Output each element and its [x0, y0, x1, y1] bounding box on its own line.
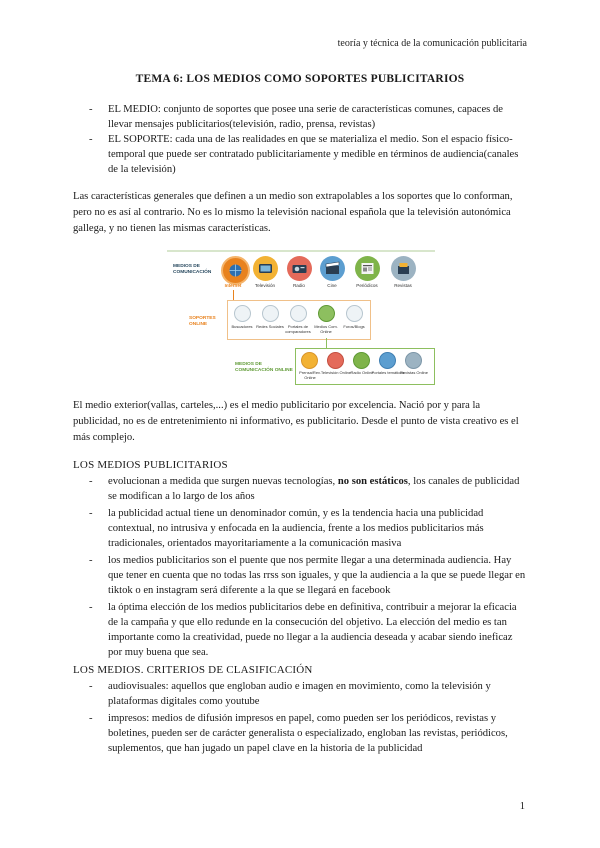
list-item	[73, 553, 528, 598]
thematic-portal-icon	[379, 352, 396, 369]
label-soportes	[189, 316, 216, 327]
caption-internet: Internet	[224, 283, 242, 288]
bullet-dash: -	[89, 508, 93, 519]
item-bold-text: no son estáticos	[337, 476, 408, 487]
bullet-dash: -	[89, 602, 93, 613]
newspaper-icon	[355, 256, 380, 281]
bullet-dash: -	[89, 476, 93, 487]
list-item	[73, 102, 528, 132]
label-online	[235, 362, 293, 373]
media-diagram	[167, 250, 435, 385]
item-text: los medios publicitarios son el puente que nos permite llegar a una determinada audiencia. Hay que tener en cuenta que no todas las rrss son iguales, y que la audiencia a la que se puede llegar en tiktok o en instagram será diferente a la que se llegará en facebook	[108, 555, 526, 596]
item-text: evolucionan a medida que surgen nuevas tecnologías,	[108, 476, 338, 487]
caption-portales: Portales de comparadores	[285, 324, 311, 334]
item-text: impresos: medios de difusión impresos en papel, como pueden ser los periódicos, revistas y boletines, pueden ser de carácter generalista o especializado, engloban las revistas, periódicos, suplementos, que han jugado un papel clave en la historia de la publicidad	[108, 713, 508, 754]
cinema-icon	[320, 256, 345, 281]
section1-list	[73, 474, 528, 660]
list-item	[73, 474, 528, 504]
connector-line	[326, 338, 327, 348]
label-medios-line1: MEDIOS DE	[173, 264, 200, 269]
search-engine-icon	[234, 305, 251, 322]
definition-medio: EL MEDIO: conjunto de soportes que posee una serie de características comunes, capaces de llevar mensajes publicitarios(televisión, radio, prensa, revistas)	[108, 104, 503, 130]
connector-line	[233, 290, 234, 300]
list-item	[73, 600, 528, 660]
magazine-icon	[391, 256, 416, 281]
bullet-dash: -	[89, 555, 93, 566]
bullet-dash: -	[89, 104, 93, 115]
definition-soporte: EL SOPORTE: cada una de las realidades en que se materializa el medio. Son el espacio físico-temporal que puede ser contratado publicitariamente y medible en términos de audiencia(canales de la televisión)	[108, 134, 519, 175]
caption-medios-online: Medios Com. Online	[314, 324, 338, 334]
list-item	[73, 132, 528, 177]
label-soportes-line2: ONLINE	[189, 321, 208, 327]
bullet-dash: -	[89, 134, 93, 145]
item-text: la óptima elección de los medios publicitarios debe en definitiva, contribuir a mejorar la eficacia de la campaña y que ello redunde en la consecución del objetivo. La elección del medio es tan importante como la creatividad, puede no llegar a la audiencia deseada y acabar siendo ineficaz por muy buena que sea.	[108, 602, 517, 658]
forum-icon	[346, 305, 363, 322]
caption-radio-online: Radio Online	[350, 370, 374, 375]
online-magazine-icon	[405, 352, 422, 369]
label-online-line2: COMUNICACIÓN ONLINE	[235, 367, 293, 373]
caption-magazines: Revistas	[394, 283, 412, 288]
item-text: audiovisuales: aquellos que engloban audio e imagen en movimiento, como la televisión y plataformas digitales como youtube	[108, 681, 491, 707]
item-text: , los canales de publicidad se modifican a lo largo de los años	[108, 476, 520, 502]
item-text: la publicidad actual tiene un denominador común, y es la tendencia hacia una publicidad contextual, no intrusiva y enfocada en la audiencia, frente a los medios publicitarios más tradicionales, orientados mayoritariamente a la comunicación masiva	[108, 508, 484, 549]
label-medios-line2: COMUNICACIÓN	[173, 269, 212, 275]
caption-tv-online: Televisión Online	[320, 370, 352, 375]
label-online-line1: MEDIOS DE	[235, 362, 262, 367]
definitions-list	[73, 102, 528, 177]
television-icon	[253, 256, 278, 281]
intro-paragraph: Las características generales que definen a un medio son extrapolables a los soportes que lo conforman, pero no es así al contrario. No es lo mismo la televisión nacional española que la televisión autonómica gallega, y no tienen las mismas características.	[73, 191, 513, 234]
page-title: TEMA 6: LOS MEDIOS COMO SOPORTES PUBLICITARIOS	[135, 73, 465, 85]
radio-icon	[287, 256, 312, 281]
online-press-icon	[301, 352, 318, 369]
section1-heading: LOS MEDIOS PUBLICITARIOS	[73, 459, 228, 471]
page-number: 1	[519, 801, 525, 812]
caption-radio: Radio	[292, 283, 305, 288]
list-item	[73, 711, 528, 756]
list-item	[73, 679, 528, 709]
social-network-icon	[262, 305, 279, 322]
top-divider	[167, 250, 435, 252]
bullet-dash: -	[89, 681, 93, 692]
caption-prensa-online: Prensa/Rev. Online	[299, 370, 321, 380]
online-radio-icon	[353, 352, 370, 369]
internet-icon	[221, 256, 250, 285]
caption-foros: Foros/Blogs	[343, 324, 365, 329]
section2-heading: LOS MEDIOS. CRITERIOS DE CLASIFICACIÓN	[73, 664, 313, 676]
exterior-paragraph: El medio exterior(vallas, carteles,...) es el medio publicitario por excelencia. Nació por y para la publicidad, no es de entretenimiento ni informativo, es publicitario. Desde el punto de vista creativo es el más complejo.	[73, 400, 519, 443]
label-soportes-line1: SOPORTES	[189, 316, 216, 321]
caption-portales-tematicos: Portales temáticos	[371, 370, 405, 375]
caption-television: Televisión	[254, 283, 276, 288]
label-medios	[173, 264, 211, 275]
section2-list	[73, 679, 528, 756]
caption-redes: Redes Sociales	[256, 324, 284, 329]
comparator-icon	[290, 305, 307, 322]
caption-buscadores: Buscadores	[231, 324, 253, 329]
online-media-icon	[318, 305, 335, 322]
caption-cinema: Cine	[327, 283, 337, 288]
online-tv-icon	[327, 352, 344, 369]
caption-newspapers: Periódicos	[356, 283, 378, 288]
list-item	[73, 506, 528, 551]
bullet-dash: -	[89, 713, 93, 724]
caption-revistas-online: Revistas Online	[399, 370, 428, 375]
course-header: teoría y técnica de la comunicación publicitaria	[337, 38, 527, 49]
